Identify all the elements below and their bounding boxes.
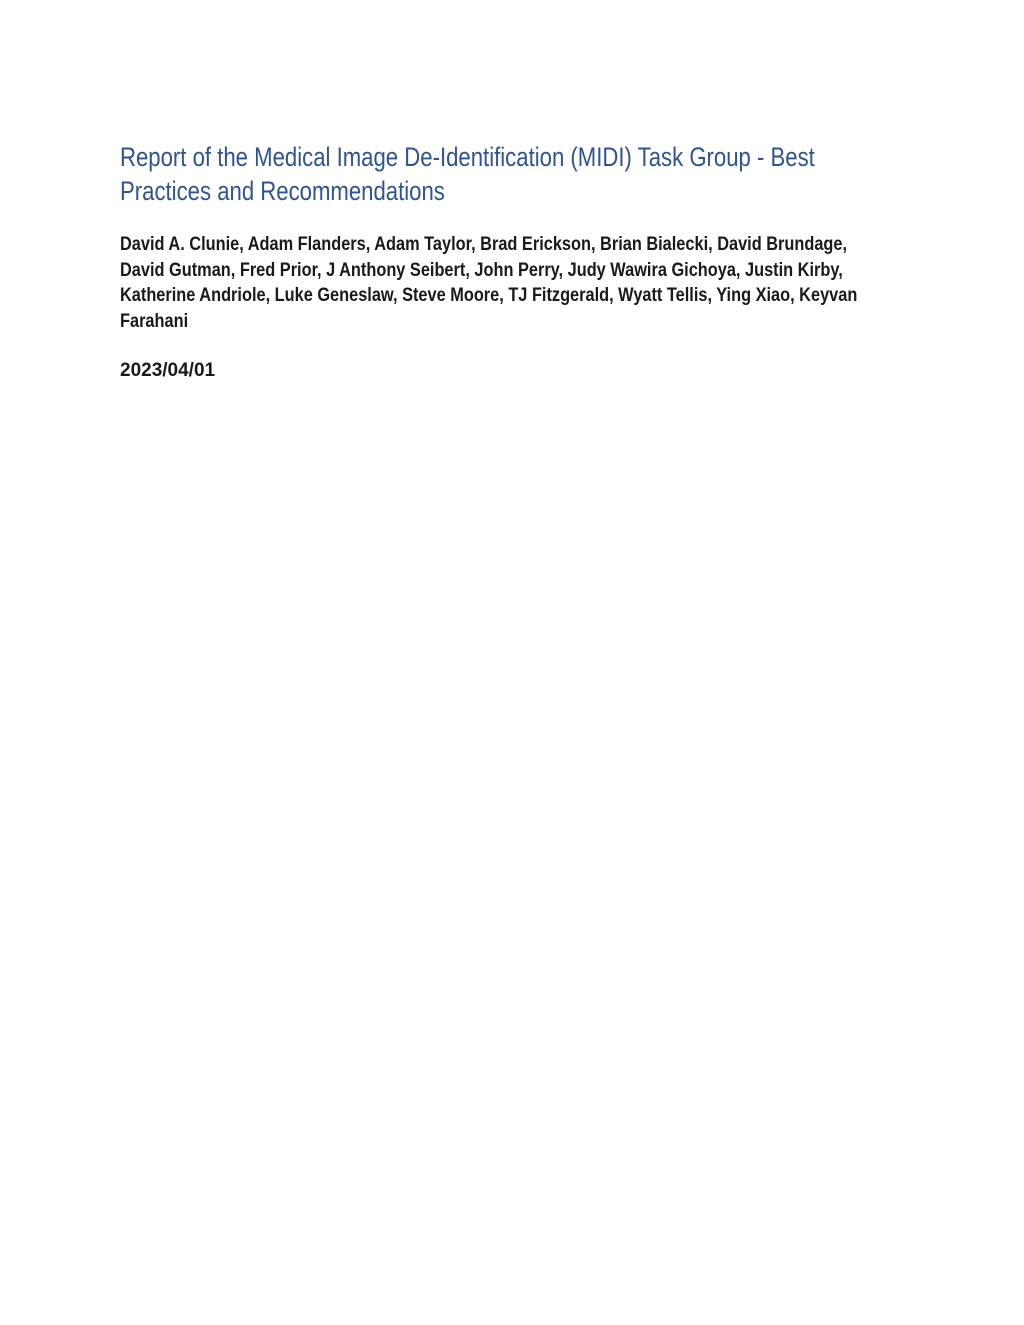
- document-title-line-1: Report of the Medical Image De-Identification (MIDI) Task Group - Best: [120, 142, 815, 172]
- publication-date: 2023/04/01: [120, 360, 216, 381]
- author-list-line-3: Katherine Andriole, Luke Geneslaw, Steve Moore, TJ Fitzgerald, Wyatt Tellis, Ying Xiao, Keyvan: [120, 285, 858, 306]
- document-title-line-2: Practices and Recommendations: [120, 176, 445, 206]
- document-title: [120, 140, 815, 208]
- author-list: [120, 232, 858, 334]
- author-list-line-1: David A. Clunie, Adam Flanders, Adam Taylor, Brad Erickson, Brian Bialecki, David Brundage,: [120, 234, 848, 255]
- document-content: [120, 140, 920, 383]
- author-list-line-2: David Gutman, Fred Prior, J Anthony Seibert, John Perry, Judy Wawira Gichoya, Justin Kirby,: [120, 259, 843, 281]
- author-list-line-4: Farahani: [120, 310, 189, 332]
